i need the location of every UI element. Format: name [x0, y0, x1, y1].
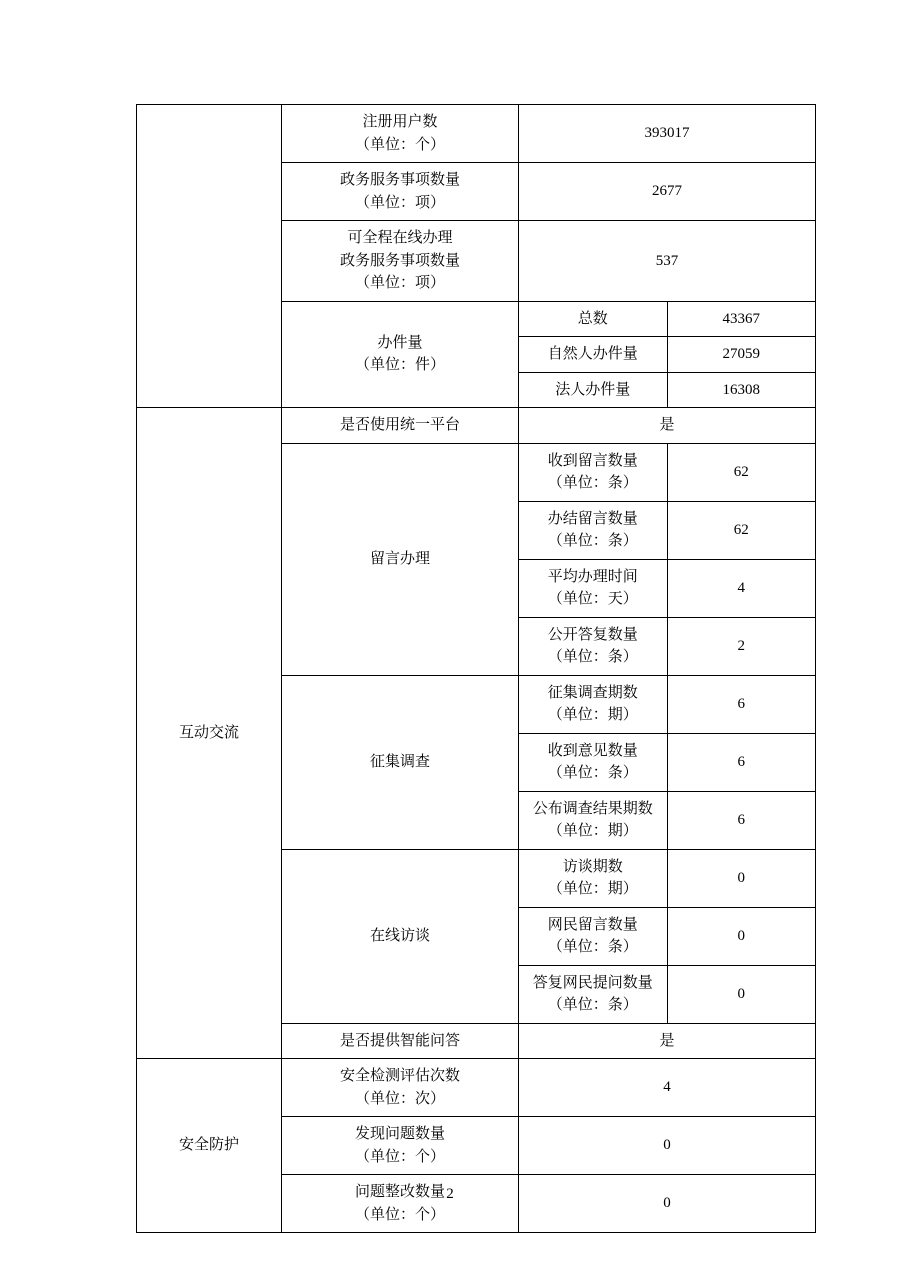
row-value: 4: [667, 559, 816, 617]
row-sub-item-line: （单位：条）: [547, 997, 638, 1013]
row-sub-item: [519, 791, 668, 849]
row-item-line: 留言办理: [369, 550, 430, 567]
row-value: 2: [667, 617, 816, 675]
row-value: 是: [519, 1023, 816, 1059]
row-value: 6: [667, 791, 816, 849]
row-item: [282, 221, 519, 302]
row-sub-item-line: 公开答复数量: [547, 626, 638, 643]
row-item: [282, 163, 519, 221]
row-value: 0: [667, 907, 816, 965]
row-item-line: （单位：项）: [354, 194, 445, 211]
row-item-line: （单位：个）: [354, 136, 445, 153]
row-sub-item: 总数: [519, 301, 668, 337]
row-sub-item: [519, 733, 668, 791]
row-sub-item-line: （单位：期）: [547, 823, 638, 839]
row-value: 6: [667, 733, 816, 791]
row-sub-item-line: （单位：条）: [547, 475, 638, 491]
row-value: 是: [519, 408, 816, 444]
row-sub-item-line: 公布调查结果期数: [532, 800, 653, 817]
row-item-line: 安全检测评估次数: [339, 1068, 460, 1084]
row-sub-item-line: 网民留言数量: [547, 916, 638, 933]
row-sub-item-line: （单位：条）: [547, 765, 638, 781]
row-item: [282, 301, 519, 408]
row-item: [282, 1175, 519, 1233]
row-item-line: （单位：件）: [354, 357, 445, 374]
row-item-line: 发现问题数量: [354, 1126, 445, 1142]
row-sub-item-line: 访谈期数: [562, 858, 623, 875]
row-item-line: 政务服务事项数量: [339, 172, 460, 188]
table-body: [137, 105, 816, 1233]
row-item-line: 注册用户数: [362, 114, 438, 130]
row-value: 27059: [667, 337, 816, 373]
row-value: 537: [519, 221, 816, 302]
row-sub-item: [519, 907, 668, 965]
row-sub-item: [519, 675, 668, 733]
row-value: 16308: [667, 372, 816, 408]
row-item-line: 征集调查: [369, 753, 430, 770]
table-row: [137, 105, 816, 163]
row-item-line: （单位：个）: [354, 1206, 445, 1223]
row-sub-item-line: （单位：天）: [547, 591, 638, 607]
row-sub-item: [519, 559, 668, 617]
row-value: 0: [667, 965, 816, 1023]
row-item: [282, 1059, 519, 1117]
row-item-line: 可全程在线办理: [347, 230, 453, 246]
row-item: [282, 105, 519, 163]
row-value: 0: [519, 1117, 816, 1175]
row-item-line: 问题整改数量: [354, 1184, 445, 1200]
row-category: 互动交流: [137, 408, 282, 1059]
row-sub-item: [519, 849, 668, 907]
row-sub-item-line: （单位：条）: [547, 649, 638, 665]
row-category: [137, 105, 282, 408]
row-sub-item-line: 办结留言数量: [547, 510, 638, 527]
row-item-line: （单位：次）: [354, 1090, 445, 1107]
row-value: 0: [667, 849, 816, 907]
row-sub-item-line: （单位：期）: [547, 707, 638, 723]
row-item-line: 办件量: [377, 334, 423, 351]
row-item: [282, 849, 519, 1023]
row-sub-item-line: （单位：条）: [547, 939, 638, 955]
row-value: 43367: [667, 301, 816, 337]
row-sub-item-line: （单位：期）: [547, 881, 638, 897]
row-item-line: 是否提供智能问答: [339, 1032, 460, 1049]
row-value: 4: [519, 1059, 816, 1117]
row-category: 安全防护: [137, 1059, 282, 1233]
row-item-line: 在线访谈: [369, 927, 430, 944]
row-item-line: （单位：个）: [354, 1148, 445, 1165]
row-sub-item-line: 平均办理时间: [547, 568, 638, 585]
row-item-line: （单位：项）: [354, 275, 445, 291]
row-item: [282, 1117, 519, 1175]
row-sub-item: 自然人办件量: [519, 337, 668, 373]
table-row: [137, 1059, 816, 1117]
row-sub-item: [519, 617, 668, 675]
row-item: [282, 408, 519, 444]
row-value: 0: [519, 1175, 816, 1233]
row-sub-item: [519, 965, 668, 1023]
row-sub-item: [519, 443, 668, 501]
row-value: 62: [667, 501, 816, 559]
row-sub-item: [519, 501, 668, 559]
row-item: [282, 443, 519, 675]
row-value: 2677: [519, 163, 816, 221]
statistics-table: [136, 104, 816, 1233]
page-number: 2: [446, 1186, 454, 1202]
row-value: 6: [667, 675, 816, 733]
row-sub-item-line: （单位：条）: [547, 533, 638, 549]
row-sub-item-line: 征集调查期数: [547, 684, 638, 701]
row-item: [282, 1023, 519, 1059]
row-value: 393017: [519, 105, 816, 163]
row-sub-item-line: 收到意见数量: [547, 742, 638, 759]
row-sub-item: 法人办件量: [519, 372, 668, 408]
row-item-line: 政务服务事项数量: [339, 252, 460, 269]
row-item: [282, 675, 519, 849]
row-sub-item-line: 收到留言数量: [547, 452, 638, 469]
table-row: [137, 408, 816, 444]
row-item-line: 是否使用统一平台: [339, 417, 460, 433]
row-value: 62: [667, 443, 816, 501]
row-sub-item-line: 答复网民提问数量: [532, 974, 653, 991]
